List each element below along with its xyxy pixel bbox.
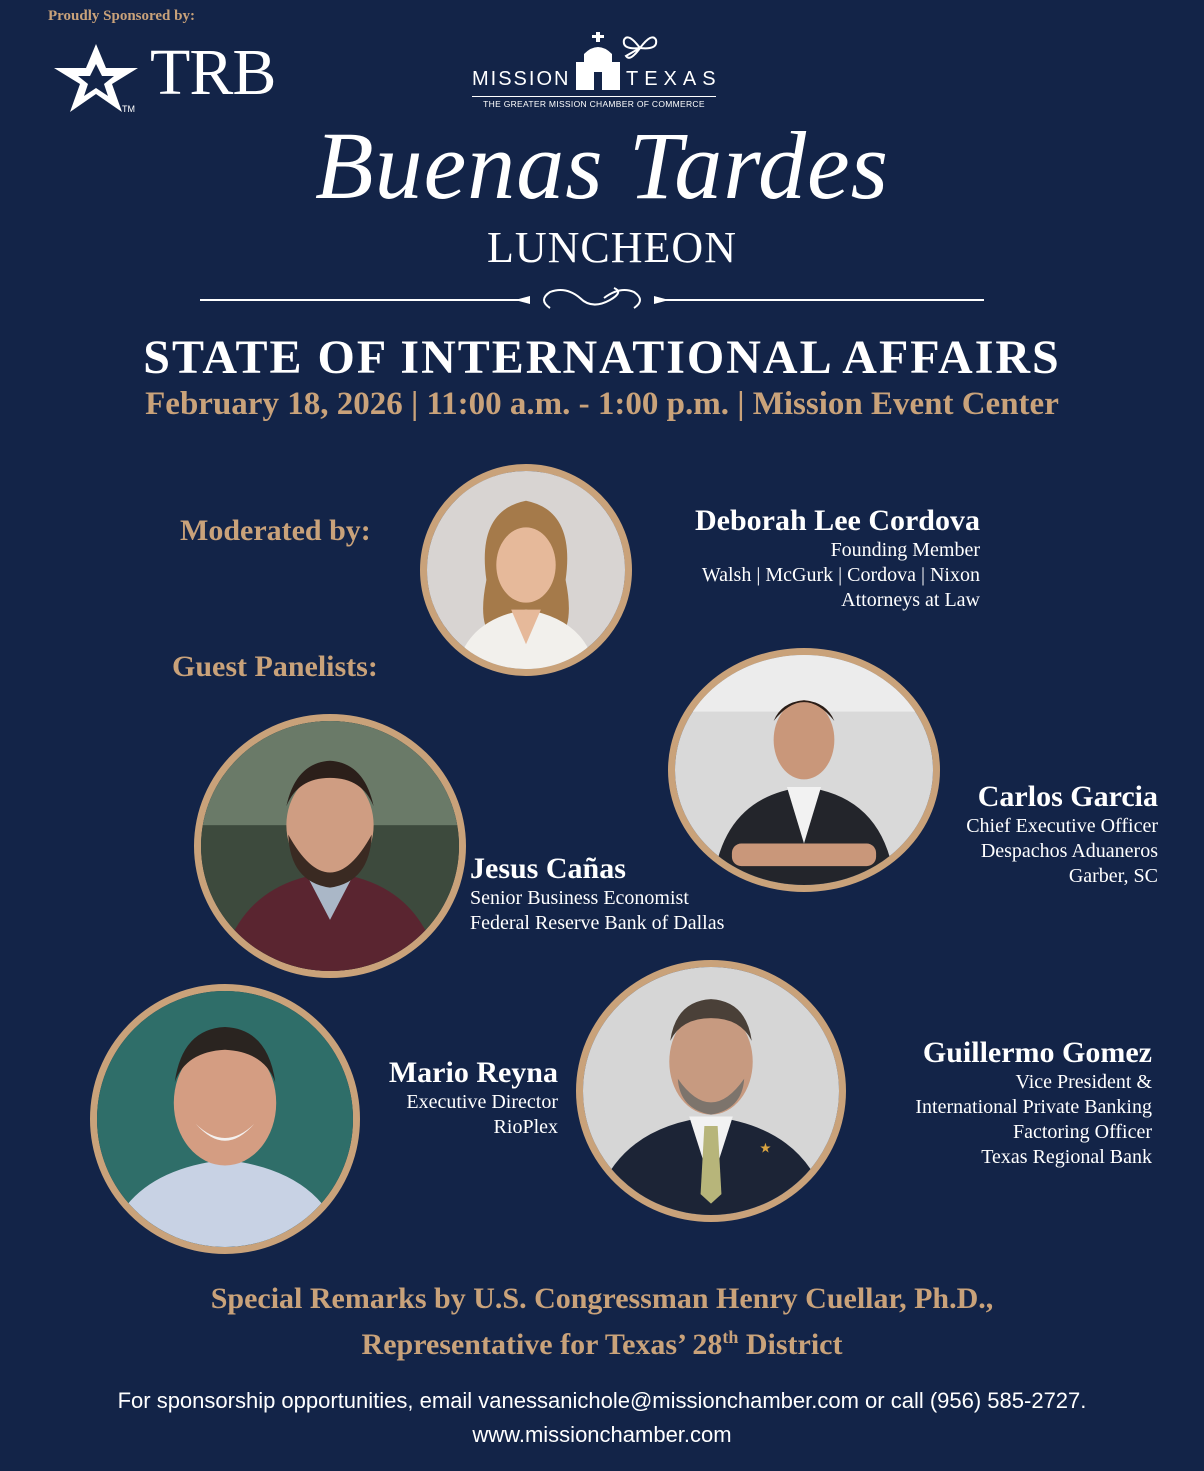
mission-word: MISSION: [472, 68, 571, 90]
mario-reyna-photo: [90, 984, 360, 1254]
panelist-line: Despachos Aduaneros: [980, 840, 1158, 862]
special-remarks: [0, 1280, 1204, 1364]
website-link[interactable]: www.missionchamber.com: [472, 1422, 732, 1447]
guest-panelists-label: Guest Panelists:: [172, 650, 378, 683]
jesus-canas-photo: [194, 714, 466, 978]
event-date-line: February 18, 2026 | 11:00 a.m. - 1:00 p.m. | Mission Event Center: [145, 386, 1059, 422]
panelist-line: Garber, SC: [1068, 865, 1158, 887]
moderator-info: [695, 504, 980, 613]
moderated-by-label: Moderated by:: [180, 514, 371, 547]
moderator-line: Founding Member: [830, 539, 980, 561]
guillermo-gomez-info: [915, 1036, 1152, 1170]
jesus-canas-info: [470, 852, 724, 936]
chamber-subtitle: THE GREATER MISSION CHAMBER OF COMMERCE: [472, 96, 716, 109]
carlos-garcia-info: [966, 780, 1158, 889]
svg-text:TM: TM: [122, 104, 135, 114]
panelist-line: Chief Executive Officer: [966, 815, 1158, 837]
special-remarks-line2: [0, 1318, 1204, 1364]
special-remarks-line2-end: District: [738, 1328, 843, 1361]
panelist-name: Mario Reyna: [388, 1056, 558, 1089]
panelist-line: Federal Reserve Bank of Dallas: [470, 912, 725, 934]
butterfly-icon: [622, 32, 658, 69]
event-title: Buenas Tardes: [315, 112, 889, 219]
panelist-line: Vice President &: [1015, 1071, 1152, 1093]
special-remarks-line2-text: Representative for Texas’ 28: [361, 1328, 723, 1361]
event-headline: STATE OF INTERNATIONAL AFFAIRS: [143, 331, 1061, 384]
texas-word: TEXAS: [626, 68, 722, 90]
sponsor-label: Proudly Sponsored by:: [48, 8, 195, 24]
trb-star-logo-icon: [52, 42, 140, 119]
svg-text:★: ★: [759, 1140, 772, 1156]
moderator-line: Walsh | McGurk | Cordova | Nixon: [701, 564, 980, 586]
moderator-photo: [420, 464, 632, 676]
footer: [0, 1384, 1204, 1452]
special-remarks-line1: Special Remarks by U.S. Congressman Henry Cuellar, Ph.D.,: [210, 1282, 994, 1315]
panelist-name: Jesus Cañas: [470, 852, 626, 885]
event-subtitle: LUNCHEON: [487, 223, 737, 272]
mario-reyna-info: [389, 1056, 558, 1140]
panelist-line: Texas Regional Bank: [981, 1146, 1152, 1168]
panelist-name: Carlos Garcia: [977, 780, 1158, 813]
trb-logo-text: TRB: [150, 36, 276, 109]
mission-church-icon: [576, 32, 620, 95]
moderator-line: Attorneys at Law: [841, 589, 980, 611]
sponsorship-contact: For sponsorship opportunities, email vanessanichole@missionchamber.com or call (956) 585-2727.: [117, 1388, 1087, 1413]
panelist-line: Factoring Officer: [1012, 1121, 1152, 1143]
panelist-line: Executive Director: [406, 1091, 558, 1113]
panelist-line: Senior Business Economist: [470, 887, 689, 909]
panelist-line: RioPlex: [493, 1116, 558, 1138]
panelist-name: Guillermo Gomez: [922, 1036, 1152, 1069]
scroll-flourish-icon: [200, 286, 984, 316]
ordinal-suffix: th: [722, 1327, 739, 1347]
panelist-line: International Private Banking: [915, 1096, 1152, 1118]
moderator-name: Deborah Lee Cordova: [695, 504, 980, 537]
guillermo-gomez-photo: [576, 960, 846, 1222]
